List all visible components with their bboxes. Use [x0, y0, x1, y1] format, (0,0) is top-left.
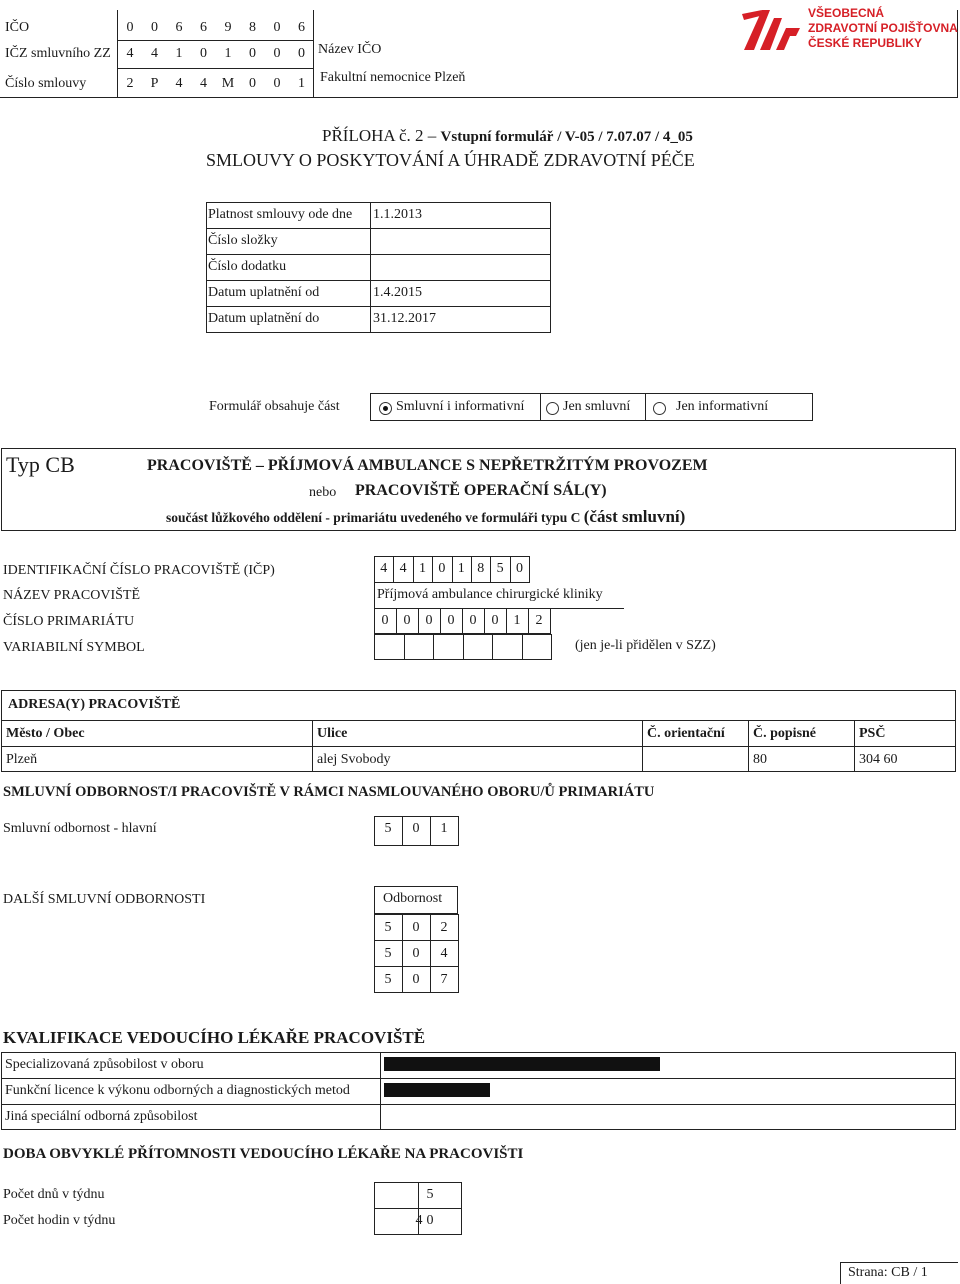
sml-row-digit: 4: [175, 76, 183, 91]
icp-row-digit: 5: [496, 561, 504, 576]
spec-main-digit: 0: [412, 821, 420, 836]
sml-row-digit: 4: [200, 76, 207, 91]
validity-label: Číslo složky: [208, 233, 278, 248]
ico-row-digit: 0: [273, 20, 281, 35]
icz-row-digit: 0: [298, 46, 305, 61]
prim-row-digit: 0: [447, 613, 455, 628]
validity-value: 1.4.2015: [373, 285, 422, 300]
specialty-other-digit: 2: [440, 920, 448, 935]
address-header-cell: Č. popisné: [753, 726, 817, 741]
address-header-cell: Ulice: [317, 726, 348, 741]
icp-row-digit: 1: [419, 561, 426, 576]
validity-value-cell[interactable]: [370, 254, 551, 281]
spec-main-digit: 5: [384, 821, 392, 836]
icz-row-digit: 0: [249, 46, 256, 61]
address-value-cell: alej Svobody: [317, 752, 391, 767]
ico-row-digit: 6: [200, 20, 207, 35]
icp-row-digit: 0: [516, 561, 523, 576]
radio-jen-informativni[interactable]: [653, 402, 666, 415]
radio-smluvni-i-informativni[interactable]: [379, 402, 392, 415]
type-heading-2: PRACOVIŠTĚ OPERAČNÍ SÁL(Y): [355, 482, 607, 499]
type-heading-1: PRACOVIŠTĚ – PŘÍJMOVÁ AMBULANCE S NEPŘETRŽITÝM PROVOZEM: [147, 457, 708, 474]
vzp-logo-mark-icon: [740, 6, 802, 52]
specialty-other-digit: 0: [412, 946, 420, 961]
prim-row-digit: 0: [425, 613, 433, 628]
sml-row-digit: M: [221, 76, 235, 91]
address-header-cell: PSČ: [859, 726, 886, 741]
ico-row-digit: 6: [175, 20, 183, 35]
validity-label: Číslo dodatku: [208, 259, 287, 274]
qualification-heading: KVALIFIKACE VEDOUCÍHO LÉKAŘE PRACOVIŠTĚ: [3, 1028, 426, 1047]
workplace-name-label: NÁZEV PRACOVIŠTĚ: [3, 588, 141, 603]
vs-cell[interactable]: [463, 634, 494, 660]
icp-row-digit: 4: [399, 561, 407, 576]
spec-main-digit: 1: [440, 821, 448, 836]
nazev-ico-label: Název IČO: [318, 42, 382, 57]
title-line-1: PŘÍLOHA č. 2 – Vstupní formulář / V-05 / 7.07.07 / 4_05: [322, 126, 693, 145]
type-label: Typ CB: [6, 452, 75, 477]
presence-digit: 5: [426, 1187, 434, 1202]
option-label-3: Jen informativní: [676, 399, 769, 414]
icp-row-digit: 4: [380, 561, 388, 576]
prim-row-digit: 0: [491, 613, 499, 628]
specialty-other-digit: 5: [384, 920, 392, 935]
ico-label: IČO: [5, 20, 30, 35]
address-heading: ADRESA(Y) PRACOVIŠTĚ: [8, 697, 181, 712]
prim-row-digit: 1: [513, 613, 521, 628]
specialty-other-digit: 7: [440, 972, 448, 987]
qualification-row-2: Funkční licence k výkonu odborných a diagnostických metod: [5, 1083, 350, 1098]
address-col-divider: [748, 720, 749, 772]
sml-row-digit: 2: [126, 76, 134, 91]
prim-row-digit: 0: [403, 613, 411, 628]
specialty-other-digit: 5: [384, 972, 392, 987]
icz-row-digit: 4: [151, 46, 158, 61]
ico-row-digit: 0: [151, 20, 158, 35]
title-line-2: SMLOUVY O POSKYTOVÁNÍ A ÚHRADĚ ZDRAVOTNÍ PÉČE: [206, 150, 695, 170]
sml-row-digit: 1: [298, 76, 305, 91]
vs-cell[interactable]: [404, 634, 435, 660]
vs-cell[interactable]: [374, 634, 405, 660]
icp-row-digit: 1: [457, 561, 465, 576]
presence-digit: 0: [426, 1213, 434, 1228]
address-value-cell: Plzeň: [6, 752, 38, 767]
validity-value: 1.1.2013: [373, 207, 422, 222]
specialty-other-digit: 0: [412, 920, 420, 935]
icp-label: IDENTIFIKAČNÍ ČÍSLO PRACOVIŠTĚ (IČP): [3, 563, 275, 578]
prim-row-digit: 0: [381, 613, 389, 628]
smlouva-label: Číslo smlouvy: [5, 76, 87, 91]
specialty-other-digit: 0: [412, 972, 420, 987]
qualification-row-3: Jiná speciální odborná způsobilost: [5, 1109, 198, 1124]
logo-line-3: ČESKÉ REPUBLIKY: [808, 36, 923, 50]
sml-row-digit: 0: [249, 76, 256, 91]
address-header-cell: Město / Obec: [6, 726, 85, 741]
option-label-2: Jen smluvní: [563, 399, 631, 414]
specialty-other-header: Odbornost: [383, 891, 443, 906]
vs-note: (jen je-li přidělen v SZZ): [575, 638, 716, 653]
validity-label: Platnost smlouvy ode dne: [208, 207, 353, 222]
form-part-label: Formulář obsahuje část: [209, 399, 340, 414]
vs-label: VARIABILNÍ SYMBOL: [3, 640, 145, 655]
qualification-row-1: Specializovaná způsobilost v oboru: [5, 1057, 204, 1072]
validity-label: Datum uplatnění do: [208, 311, 320, 326]
icp-row-digit: 8: [477, 561, 485, 576]
title-form-id: Vstupní formulář / V-05 / 7.07.07 / 4_05: [440, 129, 693, 145]
vs-cell[interactable]: [492, 634, 523, 660]
presence-digit: 4: [415, 1213, 423, 1228]
primariat-label: ČÍSLO PRIMARIÁTU: [3, 614, 135, 629]
validity-value-cell[interactable]: [370, 228, 551, 255]
specialty-main-label: Smluvní odbornost - hlavní: [3, 821, 157, 836]
icz-row-digit: 0: [200, 46, 207, 61]
specialty-other-digit: 5: [384, 946, 392, 961]
ico-row-digit: 9: [224, 20, 232, 35]
address-header-cell: Č. orientační: [647, 726, 725, 741]
prim-row-digit: 2: [535, 613, 543, 628]
redacted-license: [384, 1083, 490, 1097]
address-col-divider: [854, 720, 855, 772]
radio-jen-smluvni[interactable]: [546, 402, 559, 415]
icz-row-digit: 0: [273, 46, 281, 61]
icz-label: IČZ smluvního ZZ: [5, 46, 111, 61]
vs-cell[interactable]: [522, 634, 553, 660]
type-nebo: nebo: [309, 485, 337, 500]
specialty-other-label: DALŠÍ SMLUVNÍ ODBORNOSTI: [3, 892, 206, 907]
icz-row-digit: 4: [126, 46, 134, 61]
specialty-other-digit: 4: [440, 946, 448, 961]
ico-row-digit: 8: [249, 20, 256, 35]
address-col-divider: [642, 720, 643, 772]
logo-line-2: ZDRAVOTNÍ POJIŠŤOVNA: [808, 21, 958, 35]
title-prefix: PŘÍLOHA č. 2: [322, 126, 424, 145]
icz-row-digit: 1: [224, 46, 232, 61]
vzp-logo: [740, 6, 960, 56]
icp-row-digit: 0: [438, 561, 446, 576]
validity-value: 31.12.2017: [373, 311, 436, 326]
presence-days-label: Počet dnů v týdnu: [3, 1187, 105, 1202]
validity-label: Datum uplatnění od: [208, 285, 320, 300]
specialty-heading: SMLUVNÍ ODBORNOST/I PRACOVIŠTĚ V RÁMCI NASMLOUVANÉHO OBORU/Ů PRIMARIÁTU: [3, 784, 655, 800]
vs-cell[interactable]: [433, 634, 464, 660]
redacted-specialization: [384, 1057, 660, 1071]
page-number: Strana: CB / 1: [848, 1265, 928, 1280]
icz-row-digit: 1: [175, 46, 183, 61]
nazev-ico-value: Fakultní nemocnice Plzeň: [320, 70, 466, 85]
presence-hours-label: Počet hodin v týdnu: [3, 1213, 116, 1228]
address-col-divider: [312, 720, 313, 772]
address-value-cell: 304 60: [859, 752, 898, 767]
prim-row-digit: 0: [469, 613, 477, 628]
logo-line-1: VŠEOBECNÁ: [808, 6, 885, 20]
address-value-cell: 80: [753, 752, 767, 767]
ico-row-digit: 6: [298, 20, 305, 35]
option-label-1: Smluvní i informativní: [396, 399, 525, 414]
ico-row-digit: 0: [126, 20, 134, 35]
type-subtitle: součást lůžkového oddělení - primariátu uvedeného ve formuláři typu C (část smluvní): [166, 507, 686, 526]
workplace-name-value: Příjmová ambulance chirurgické kliniky: [377, 587, 603, 602]
presence-cell: [374, 1182, 419, 1209]
sml-row-digit: P: [150, 76, 159, 91]
sml-row-digit: 0: [273, 76, 281, 91]
presence-heading: DOBA OBVYKLÉ PŘÍTOMNOSTI VEDOUCÍHO LÉKAŘE NA PRACOVIŠTI: [3, 1146, 524, 1162]
